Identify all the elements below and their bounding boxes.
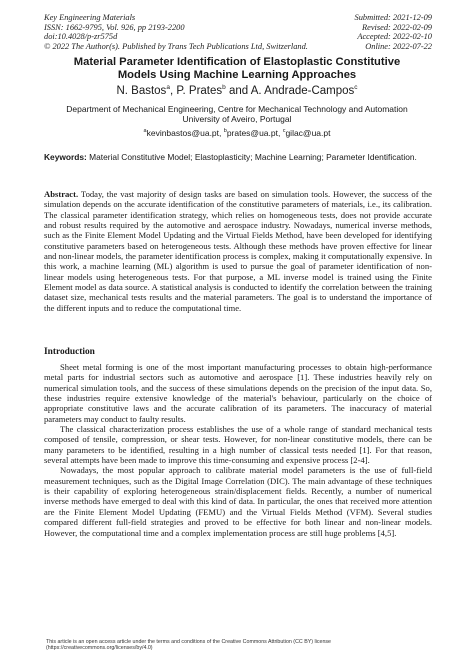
- affiliation: [40, 104, 434, 125]
- author-list: [40, 85, 434, 98]
- title-line-1: Material Parameter Identification of Elastoplastic Constitutive: [73, 56, 401, 68]
- author-2: , P. Prates: [169, 85, 223, 97]
- introduction-body: [44, 362, 432, 538]
- email-a: kevinbastos@ua.pt,: [146, 128, 224, 138]
- publication-dates: [355, 13, 432, 51]
- email-c: gilac@ua.pt: [285, 128, 331, 138]
- journal-name: Key Engineering Materials: [44, 13, 136, 22]
- journal-copyright: © 2022 The Author(s). Published by Trans Tech Publications Ltd, Switzerland.: [44, 41, 308, 51]
- title-line-2: Models Using Machine Learning Approaches: [117, 69, 357, 81]
- email-a-mark: a: [143, 128, 147, 135]
- keywords-text: Material Constitutive Model; Elastoplasticity; Machine Learning; Parameter Identification.: [86, 152, 417, 162]
- revised-date: Revised: 2022-02-09: [361, 22, 432, 32]
- author-emails: [40, 128, 434, 138]
- author-2-affil-mark: b: [222, 84, 226, 92]
- paragraph: Sheet metal forming is one of the most important manufacturing processes to obtain high-performance metal parts for industrial sectors such as automotive and aerospace [1]. These industries heavily rely on numerical simulation tools, and the success of these simulations depends on the precision of the input data. So, these industries require extensive knowledge of the material's behaviour, particularly on the choice of appropriate constitutive laws and the accurate calibration of its parameters. The inaccuracy of material parameters may conduct to faulty results.: [44, 362, 432, 424]
- email-b-mark: b: [223, 128, 227, 135]
- affiliation-line-2: University of Aveiro, Portugal: [182, 114, 292, 125]
- author-1-affil-mark: a: [166, 84, 170, 92]
- abstract-text: Today, the vast majority of design tasks are based on simulation tools. However, the success of the simulation depends on the accurate identification of the constitutive parameters of materials, i.e., its calibration. The classical parameter identification strategy, which relies on homogeneous tests, does not provide accurate and robust results required by the automotive and aerospace industry. Nowadays, numerical inverse methods, such as the Finite Element Model Updating and the Virtual Fields Method, have been developed for identifying constitutive parameters based on heterogeneous tests. Although these methods have proven effective for linear and non-linear models, the parameter identification process is complex, making it computationally expensive. In this work, a machine learning (ML) algorithm is used to pursue the goal of parameter identification of non-linear models using heterogeneous tests. For that purpose, a ML inverse model is trained using the Finite Element model as data source. A statistical analysis is conducted to identify the correlation between the training dataset size, mechanical tests results and the material parameters. The goal is to understand the importance of the different inputs and to reduce the computational time.: [44, 189, 432, 313]
- affiliation-line-1: Department of Mechanical Engineering, Centre for Mechanical Technology and Automation: [66, 104, 408, 114]
- author-3-affil-mark: c: [354, 84, 358, 92]
- license-line-1: This article is an open access article under the terms and conditions of the Creative Commons Attribution (CC BY) license: [46, 639, 331, 645]
- paragraph: The classical characterization process establishes the use of a whole range of standard mechanical tests composed of tensile, compression, or shear tests. However, for non-linear constitutive models, there can be many parameters to be identified, resulting in a high number of classical tests needed [1]. For that reason, several attempts have been made to improve this time-consuming and expensive process [2-4].: [44, 424, 432, 466]
- journal-header: [44, 13, 308, 51]
- journal-issn: ISSN: 1662-9795, Vol. 926, pp 2193-2200: [44, 22, 185, 32]
- email-c-mark: c: [282, 128, 286, 135]
- author-1: N. Bastos: [116, 85, 167, 97]
- abstract-label: Abstract.: [44, 189, 79, 199]
- keywords-label: Keywords:: [44, 152, 87, 162]
- journal-doi: doi:10.4028/p-zr575d: [44, 32, 118, 42]
- introduction-heading: Introduction: [44, 347, 95, 357]
- paper-title: [40, 56, 434, 82]
- author-3: and A. Andrade-Campos: [225, 85, 355, 97]
- keywords: [44, 152, 432, 162]
- accepted-date: Accepted: 2022-02-10: [357, 32, 432, 42]
- abstract: [44, 189, 432, 313]
- paragraph: Nowadays, the most popular approach to calibrate material model parameters is the use of full-field measurement techniques, such as the Digital Image Correlation (DIC). The main advantage of these techniques is their capability of exploring heterogeneous strain/displacement fields. Recently, a number of numerical inverse methods have emerged to deal with this kind of data. In particular, the ones that received more attention are the Finite Element Model Updating (FEMU) and the Virtual Fields Method (VFM). Several studies compared different full-field strategies and proved to be effective for both linear and non-linear models. However, the computational time and a complex implementation process are still huge problems [4,5].: [44, 465, 432, 538]
- online-date: Online: 2022-07-22: [365, 41, 432, 51]
- submitted-date: Submitted: 2021-12-09: [354, 13, 432, 22]
- license-line-2: (https://creativecommons.org/licenses/by/4.0): [46, 645, 153, 652]
- email-b: prates@ua.pt,: [226, 128, 283, 138]
- license-footer: [46, 639, 426, 652]
